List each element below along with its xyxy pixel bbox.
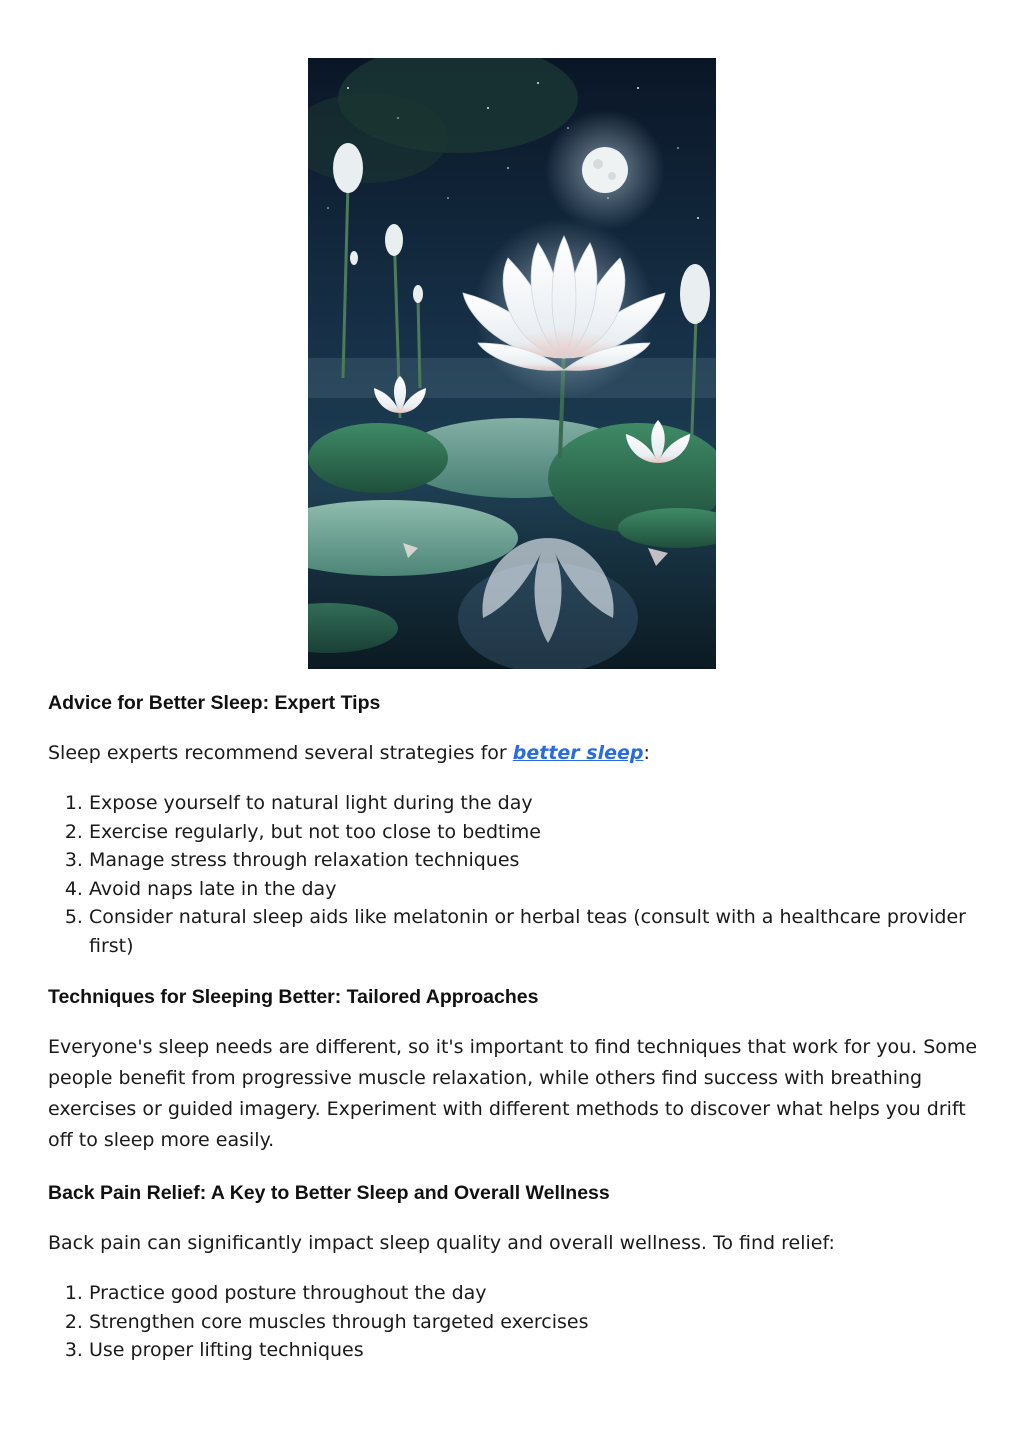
advice-intro-suffix: : [643, 742, 650, 764]
section-heading-advice: Advice for Better Sleep: Expert Tips [48, 692, 381, 714]
advice-intro [48, 738, 978, 769]
list-item: 2. Exercise regularly, but not too close to bedtime [89, 818, 978, 847]
list-item: 5. Consider natural sleep aids like melatonin or herbal teas (consult with a healthcare provider first) [89, 903, 978, 960]
list-item: 1. Expose yourself to natural light during the day [89, 789, 978, 818]
list-item: 3. Manage stress through relaxation techniques [89, 846, 978, 875]
techniques-paragraph: Everyone's sleep needs are different, so it's important to find techniques that work for you. Some people benefit from progressive muscle relaxation, while others find success with breathing exercises or guided imagery. Experiment with different methods to discover what helps you drift off to sleep more easily. [48, 1036, 978, 1151]
article-body [48, 688, 978, 1365]
list-item: 3. Use proper lifting techniques [89, 1336, 978, 1365]
list-item: 2. Strengthen core muscles through targeted exercises [89, 1308, 978, 1337]
better-sleep-link[interactable]: better sleep [512, 742, 644, 764]
section-heading-techniques: Techniques for Sleeping Better: Tailored Approaches [48, 986, 539, 1008]
advice-intro-text: Sleep experts recommend several strategies for [48, 742, 513, 764]
list-item: 1. Practice good posture throughout the day [89, 1279, 978, 1308]
hero-image-lotus-moonlight [308, 58, 716, 669]
advice-list [48, 789, 978, 960]
back-pain-list [48, 1279, 978, 1365]
back-pain-intro: Back pain can significantly impact sleep quality and overall wellness. To find relief: [48, 1232, 835, 1254]
section-heading-back-pain: Back Pain Relief: A Key to Better Sleep and Overall Wellness [48, 1182, 610, 1204]
list-item: 4. Avoid naps late in the day [89, 875, 978, 904]
